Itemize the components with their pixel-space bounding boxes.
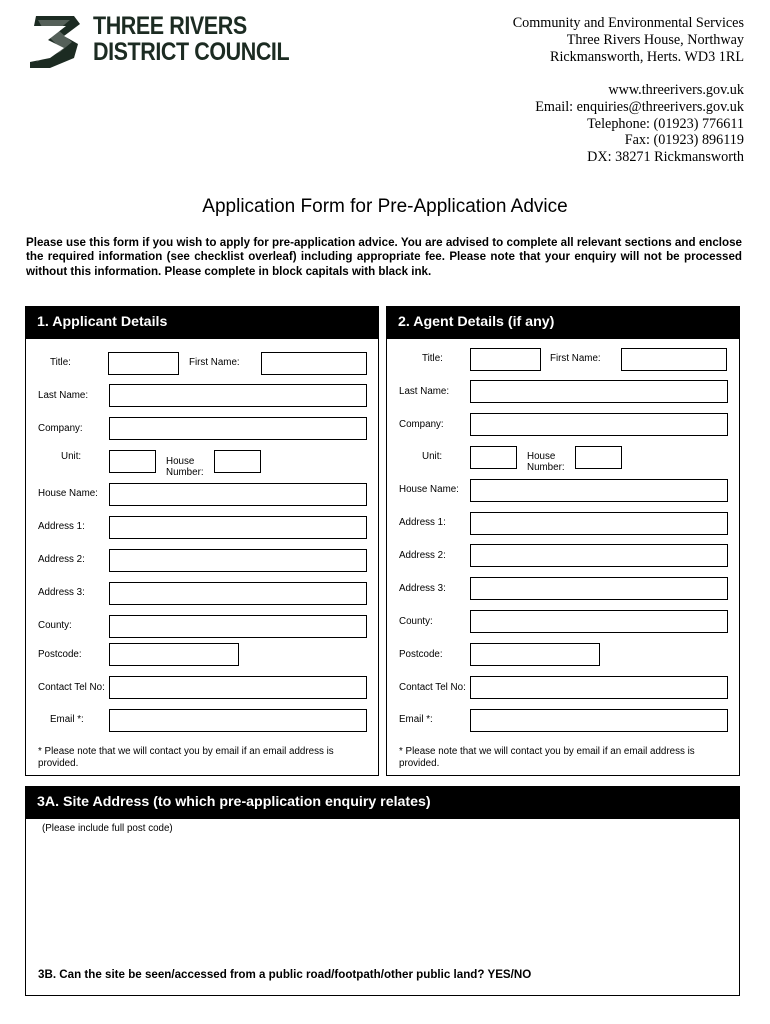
agent-title-input[interactable]	[470, 348, 541, 371]
agent-section	[386, 306, 740, 776]
logo-line-2: DISTRICT COUNCIL	[93, 38, 290, 66]
agent-unit-input[interactable]	[470, 446, 517, 469]
applicant-title-input[interactable]	[108, 352, 179, 375]
dx-number: DX: 38271 Rickmansworth	[587, 149, 744, 166]
applicant-last-name-label: Last Name:	[38, 390, 89, 401]
agent-address1-input[interactable]	[470, 512, 728, 535]
applicant-section	[25, 306, 379, 776]
agent-tel-label: Contact Tel No:	[399, 682, 466, 693]
email-link[interactable]: Email: enquiries@threerivers.gov.uk	[535, 98, 744, 115]
applicant-house-number-label: House Number:	[166, 456, 204, 478]
intro-text: Please use this form if you wish to apply for pre-application advice. You are advised to complete all relevant sections and enclose the required information (see checklist overleaf) including appropriate fee. Please note that your enquiry will not be processed without this information. Please complete in block capitals with black ink.	[26, 236, 742, 278]
agent-house-number-input[interactable]	[575, 446, 622, 469]
department-address	[513, 15, 744, 65]
council-logo-text	[93, 13, 289, 65]
applicant-house-name-input[interactable]	[109, 483, 367, 506]
agent-email-label: Email *:	[399, 714, 433, 725]
agent-heading: 2. Agent Details (if any)	[386, 306, 740, 339]
form-title: Application Form for Pre-Application Advice	[202, 196, 568, 217]
applicant-county-input[interactable]	[109, 615, 367, 638]
site-address-heading: 3A. Site Address (to which pre-application enquiry relates)	[25, 786, 740, 819]
logo-line-1: THREE RIVERS	[93, 12, 247, 40]
address-line: Community and Environmental Services	[512, 15, 744, 31]
applicant-house-number-input[interactable]	[214, 450, 261, 473]
applicant-unit-label: Unit:	[61, 451, 82, 462]
applicant-address3-label: Address 3:	[38, 587, 85, 598]
agent-email-note: * Please note that we will contact you by email if an email address is provided.	[399, 746, 695, 770]
applicant-last-name-input[interactable]	[109, 384, 367, 407]
applicant-tel-label: Contact Tel No:	[38, 682, 105, 693]
applicant-company-input[interactable]	[109, 417, 367, 440]
agent-tel-input[interactable]	[470, 676, 728, 699]
site-address-input-area[interactable]	[26, 820, 739, 960]
agent-house-name-input[interactable]	[470, 479, 728, 502]
agent-first-name-input[interactable]	[621, 348, 727, 371]
agent-company-label: Company:	[399, 419, 444, 430]
agent-postcode-label: Postcode:	[399, 649, 443, 660]
applicant-address2-input[interactable]	[109, 549, 367, 572]
applicant-county-label: County:	[38, 620, 72, 631]
applicant-first-name-label: First Name:	[189, 357, 240, 368]
telephone: Telephone: (01923) 776611	[587, 115, 744, 132]
council-logo-icon	[28, 12, 90, 70]
applicant-tel-input[interactable]	[109, 676, 367, 699]
agent-address3-input[interactable]	[470, 577, 728, 600]
applicant-email-input[interactable]	[109, 709, 367, 732]
contact-details	[535, 82, 744, 166]
website-link[interactable]: www.threerivers.gov.uk	[608, 82, 744, 98]
agent-last-name-input[interactable]	[470, 380, 728, 403]
agent-company-input[interactable]	[470, 413, 728, 436]
applicant-email-label: Email *:	[50, 714, 84, 725]
applicant-postcode-input[interactable]	[109, 643, 239, 666]
applicant-house-name-label: House Name:	[38, 488, 98, 499]
applicant-address2-label: Address 2:	[38, 554, 85, 565]
applicant-address1-label: Address 1:	[38, 521, 85, 532]
address-line: Three Rivers House, Northway	[566, 31, 744, 48]
address-line: Rickmansworth, Herts. WD3 1RL	[549, 48, 744, 65]
fax: Fax: (01923) 896119	[624, 132, 744, 149]
agent-first-name-label: First Name:	[550, 353, 601, 364]
applicant-first-name-input[interactable]	[261, 352, 367, 375]
agent-house-number-label: House Number:	[527, 451, 565, 473]
applicant-email-note: * Please note that we will contact you by email if an email address is provided.	[38, 746, 334, 770]
agent-county-label: County:	[399, 616, 433, 627]
agent-address1-label: Address 1:	[399, 517, 446, 528]
applicant-address1-input[interactable]	[109, 516, 367, 539]
agent-house-name-label: House Name:	[399, 484, 459, 495]
applicant-address3-input[interactable]	[109, 582, 367, 605]
agent-address2-label: Address 2:	[399, 550, 446, 561]
applicant-title-label: Title:	[50, 357, 71, 368]
applicant-unit-input[interactable]	[109, 450, 156, 473]
agent-address2-input[interactable]	[470, 544, 728, 567]
agent-email-input[interactable]	[470, 709, 728, 732]
applicant-company-label: Company:	[38, 423, 83, 434]
agent-address3-label: Address 3:	[399, 583, 446, 594]
agent-title-label: Title:	[422, 353, 443, 364]
site-address-hint: (Please include full post code)	[42, 823, 173, 834]
agent-postcode-input[interactable]	[470, 643, 600, 666]
agent-county-input[interactable]	[470, 610, 728, 633]
agent-last-name-label: Last Name:	[399, 386, 450, 397]
applicant-heading: 1. Applicant Details	[25, 306, 379, 339]
site-access-question: 3B. Can the site be seen/accessed from a public road/footpath/other public land? YES/NO	[38, 968, 532, 981]
applicant-postcode-label: Postcode:	[38, 649, 82, 660]
agent-unit-label: Unit:	[422, 451, 443, 462]
